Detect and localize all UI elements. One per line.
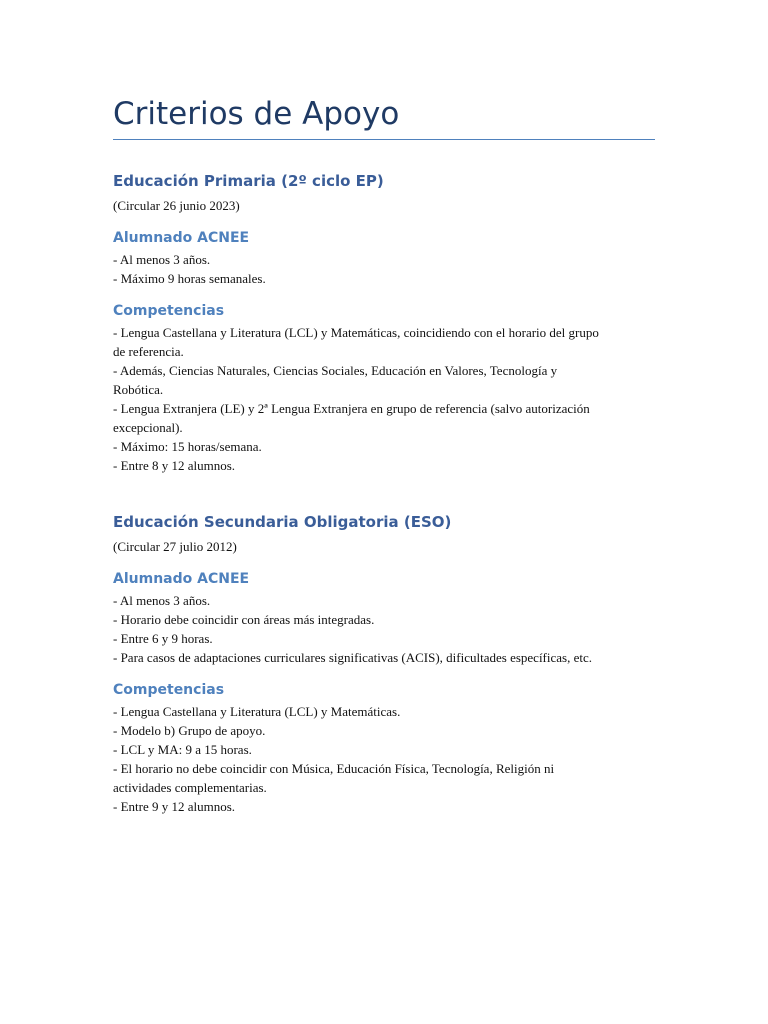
list-item: - Lengua Extranjera (LE) y 2ª Lengua Extranjera en grupo de referencia (salvo autorización xyxy=(113,401,590,416)
list-item: - Entre 6 y 9 horas. xyxy=(113,631,213,646)
circular-note-eso: (Circular 27 julio 2012) xyxy=(113,539,237,554)
list-item: - El horario no debe coincidir con Música, Educación Física, Tecnología, Religión ni xyxy=(113,761,555,776)
list-item: - Máximo 9 horas semanales. xyxy=(113,271,266,286)
list-acnee-eso xyxy=(113,591,658,667)
list-item: - Para casos de adaptaciones curriculares significativas (ACIS), dificultades específicas, etc. xyxy=(113,650,593,665)
list-item: - Al menos 3 años. xyxy=(113,593,211,608)
list-item: - Lengua Castellana y Literatura (LCL) y Matemáticas. xyxy=(113,704,401,719)
list-item: - Al menos 3 años. xyxy=(113,252,211,267)
section-primaria xyxy=(113,171,658,475)
list-item: - Horario debe coincidir con áreas más integradas. xyxy=(113,612,375,627)
page-title: Criterios de Apoyo xyxy=(113,96,400,132)
list-item: - Modelo b) Grupo de apoyo. xyxy=(113,723,266,738)
list-item: excepcional). xyxy=(113,420,183,435)
subheading-acnee-primaria: Alumnado ACNEE xyxy=(113,230,250,246)
list-item: Robótica. xyxy=(113,382,164,397)
list-item: de referencia. xyxy=(113,344,184,359)
circular-note-primaria: (Circular 26 junio 2023) xyxy=(113,198,240,213)
list-acnee-primaria xyxy=(113,250,658,288)
section-heading-primaria: Educación Primaria (2º ciclo EP) xyxy=(113,172,384,190)
subheading-acnee-eso: Alumnado ACNEE xyxy=(113,571,250,587)
list-competencias-primaria xyxy=(113,323,658,475)
list-item: - Lengua Castellana y Literatura (LCL) y Matemáticas, coincidiendo con el horario del grupo xyxy=(113,325,599,340)
subheading-competencias-eso: Competencias xyxy=(113,682,225,698)
list-item: - Entre 9 y 12 alumnos. xyxy=(113,799,236,814)
list-competencias-eso xyxy=(113,702,658,816)
list-item: - Además, Ciencias Naturales, Ciencias Sociales, Educación en Valores, Tecnología y xyxy=(113,363,558,378)
list-item: - Entre 8 y 12 alumnos. xyxy=(113,458,236,473)
list-item: - LCL y MA: 9 a 15 horas. xyxy=(113,742,252,757)
title-divider xyxy=(113,139,655,140)
list-item: actividades complementarias. xyxy=(113,780,267,795)
list-item: - Máximo: 15 horas/semana. xyxy=(113,439,262,454)
section-eso xyxy=(113,512,658,816)
section-heading-eso: Educación Secundaria Obligatoria (ESO) xyxy=(113,513,452,531)
subheading-competencias-primaria: Competencias xyxy=(113,303,225,319)
